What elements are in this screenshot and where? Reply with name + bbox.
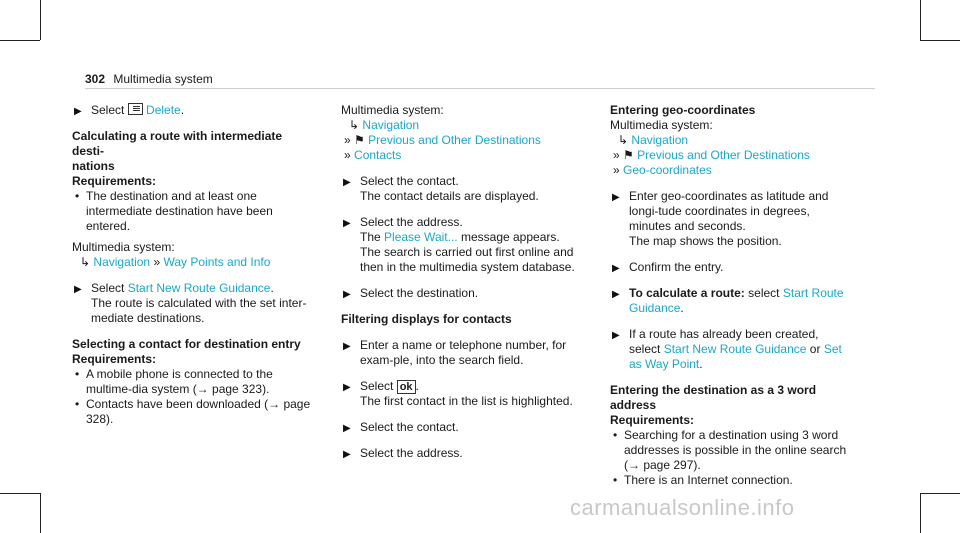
flag-icon: ⚑: [354, 133, 365, 147]
step-arrow-icon: ▶: [343, 218, 351, 229]
ok-button-icon: ok: [397, 380, 416, 394]
requirements-label: Requirements:: [72, 174, 157, 188]
step-arrow-icon: ▶: [612, 289, 620, 300]
column-1: [72, 103, 312, 427]
list-item: • The destination and at least one intermediate destination have been entered.: [75, 189, 273, 233]
nav-path: [610, 133, 850, 148]
nav-chevron-icon: »: [613, 163, 620, 177]
step-arrow-icon: ▶: [343, 177, 351, 188]
crop-mark: [40, 493, 41, 533]
flag-icon: ⚑: [623, 148, 634, 162]
nav-chevron-icon: »: [344, 148, 351, 162]
nav-geo-link[interactable]: Geo-coordinates: [623, 163, 712, 177]
nav-previous-link[interactable]: Previous and Other Destinations: [637, 148, 810, 162]
list-item: • Contacts have been downloaded (→ page 328).: [75, 397, 311, 426]
watermark: carmanualsonline.info: [570, 495, 795, 520]
requirements-label: Requirements:: [72, 352, 157, 366]
crop-mark: [920, 0, 921, 40]
section-title: Multimedia system: [113, 72, 213, 86]
crop-mark: [0, 40, 40, 41]
column-3: [610, 103, 850, 488]
section-heading: Filtering displays for contacts: [341, 312, 512, 326]
list-item: • Searching for a destination using 3 word addresses is possible in the online search (→ page 297).: [613, 428, 847, 472]
step: ▶ If a route has already been created, select Start New Route Guidance or Set as Way Point.: [612, 327, 842, 371]
nav-contacts-link[interactable]: Contacts: [354, 148, 402, 162]
nav-previous-link[interactable]: Previous and Other Destinations: [368, 133, 541, 147]
nav-enter-icon: ↳: [349, 118, 360, 132]
nav-chevron-icon: »: [613, 148, 620, 162]
page-number: 302: [85, 72, 106, 86]
step-arrow-icon: ▶: [74, 284, 82, 295]
multimedia-label: Multimedia system:: [341, 103, 444, 117]
crop-mark: [920, 40, 960, 41]
column-2: [341, 103, 581, 472]
set-as-way-point-link[interactable]: Set as Way Point: [629, 342, 842, 371]
step-arrow-icon: ▶: [343, 449, 351, 460]
step: ▶ Select the address. The Please Wait... message appears. The search is carried out first online and then in the multimedia system database.: [343, 215, 575, 274]
step: ▶ Select Delete.: [74, 103, 185, 117]
nav-path: [610, 148, 850, 163]
nav-path: [72, 255, 312, 270]
step: ▶ Enter a name or telephone number, for exam-ple, into the search field.: [343, 338, 567, 367]
list-item: • There is an Internet connection.: [613, 473, 793, 487]
delete-link[interactable]: Delete: [146, 103, 181, 117]
list-item: • A mobile phone is connected to the multime-dia system (→ page 323).: [75, 367, 273, 396]
step: ▶ Select ok . The first contact in the list is highlighted.: [343, 379, 573, 408]
nav-enter-icon: ↳: [618, 133, 629, 147]
step-arrow-icon: ▶: [343, 382, 351, 393]
step: ▶ To calculate a route: select Start Route Guidance.: [612, 286, 844, 315]
nav-navigation-link[interactable]: Navigation: [631, 133, 689, 147]
step-arrow-icon: ▶: [343, 423, 351, 434]
crop-mark: [920, 493, 921, 533]
section-heading: Entering the destination as a 3 word address: [610, 383, 817, 412]
step-arrow-icon: ▶: [74, 106, 82, 117]
step-arrow-icon: ▶: [612, 263, 620, 274]
step: ▶ Select the address.: [343, 446, 463, 460]
menu-list-icon: [128, 103, 143, 115]
nav-path: [341, 148, 581, 163]
crop-mark: [0, 493, 40, 494]
crop-mark: [40, 0, 41, 40]
step: ▶ Confirm the entry.: [612, 260, 724, 274]
nav-navigation-link[interactable]: Navigation: [362, 118, 420, 132]
multimedia-label: Multimedia system:: [72, 240, 175, 254]
start-new-route-guidance-link[interactable]: Start New Route Guidance: [127, 281, 271, 295]
step: ▶ Select the contact.: [343, 420, 459, 434]
step: ▶ Enter geo-coordinates as latitude and longi-tude coordinates in degrees, minutes and seconds. The map shows the position.: [612, 189, 829, 248]
nav-chevron-icon: »: [153, 255, 161, 269]
step-arrow-icon: ▶: [343, 289, 351, 300]
start-new-route-guidance-link[interactable]: Start New Route Guidance: [663, 342, 807, 356]
step: ▶ Select the destination.: [343, 286, 479, 300]
requirements-label: Requirements:: [610, 413, 695, 427]
nav-path: [341, 133, 581, 148]
nav-navigation-link[interactable]: Navigation: [93, 255, 151, 269]
start-route-guidance-link[interactable]: Start Route Guidance: [629, 286, 844, 315]
step: ▶ Select Start New Route Guidance. The route is calculated with the set inter-mediate destinations.: [74, 281, 307, 325]
section-heading-cont: nations: [72, 159, 115, 173]
nav-waypoints-link[interactable]: Way Points and Info: [163, 255, 271, 269]
step-arrow-icon: ▶: [612, 192, 620, 203]
section-heading: Selecting a contact for destination entry: [72, 337, 301, 351]
nav-enter-icon: ↳: [80, 255, 91, 269]
crop-mark: [920, 493, 960, 494]
nav-chevron-icon: »: [344, 133, 351, 147]
step-arrow-icon: ▶: [612, 330, 620, 341]
multimedia-label: Multimedia system:: [610, 118, 713, 132]
nav-path: [341, 118, 581, 133]
step: ▶ Select the contact. The contact details are displayed.: [343, 174, 539, 203]
section-heading: Entering geo-coordinates: [610, 103, 756, 117]
section-heading: Calculating a route with intermediate desti-: [72, 129, 283, 158]
header-divider: [85, 88, 875, 89]
please-wait-message: Please Wait...: [384, 230, 458, 244]
nav-path: [610, 163, 850, 178]
step-arrow-icon: ▶: [343, 341, 351, 352]
page-header: [85, 72, 213, 87]
